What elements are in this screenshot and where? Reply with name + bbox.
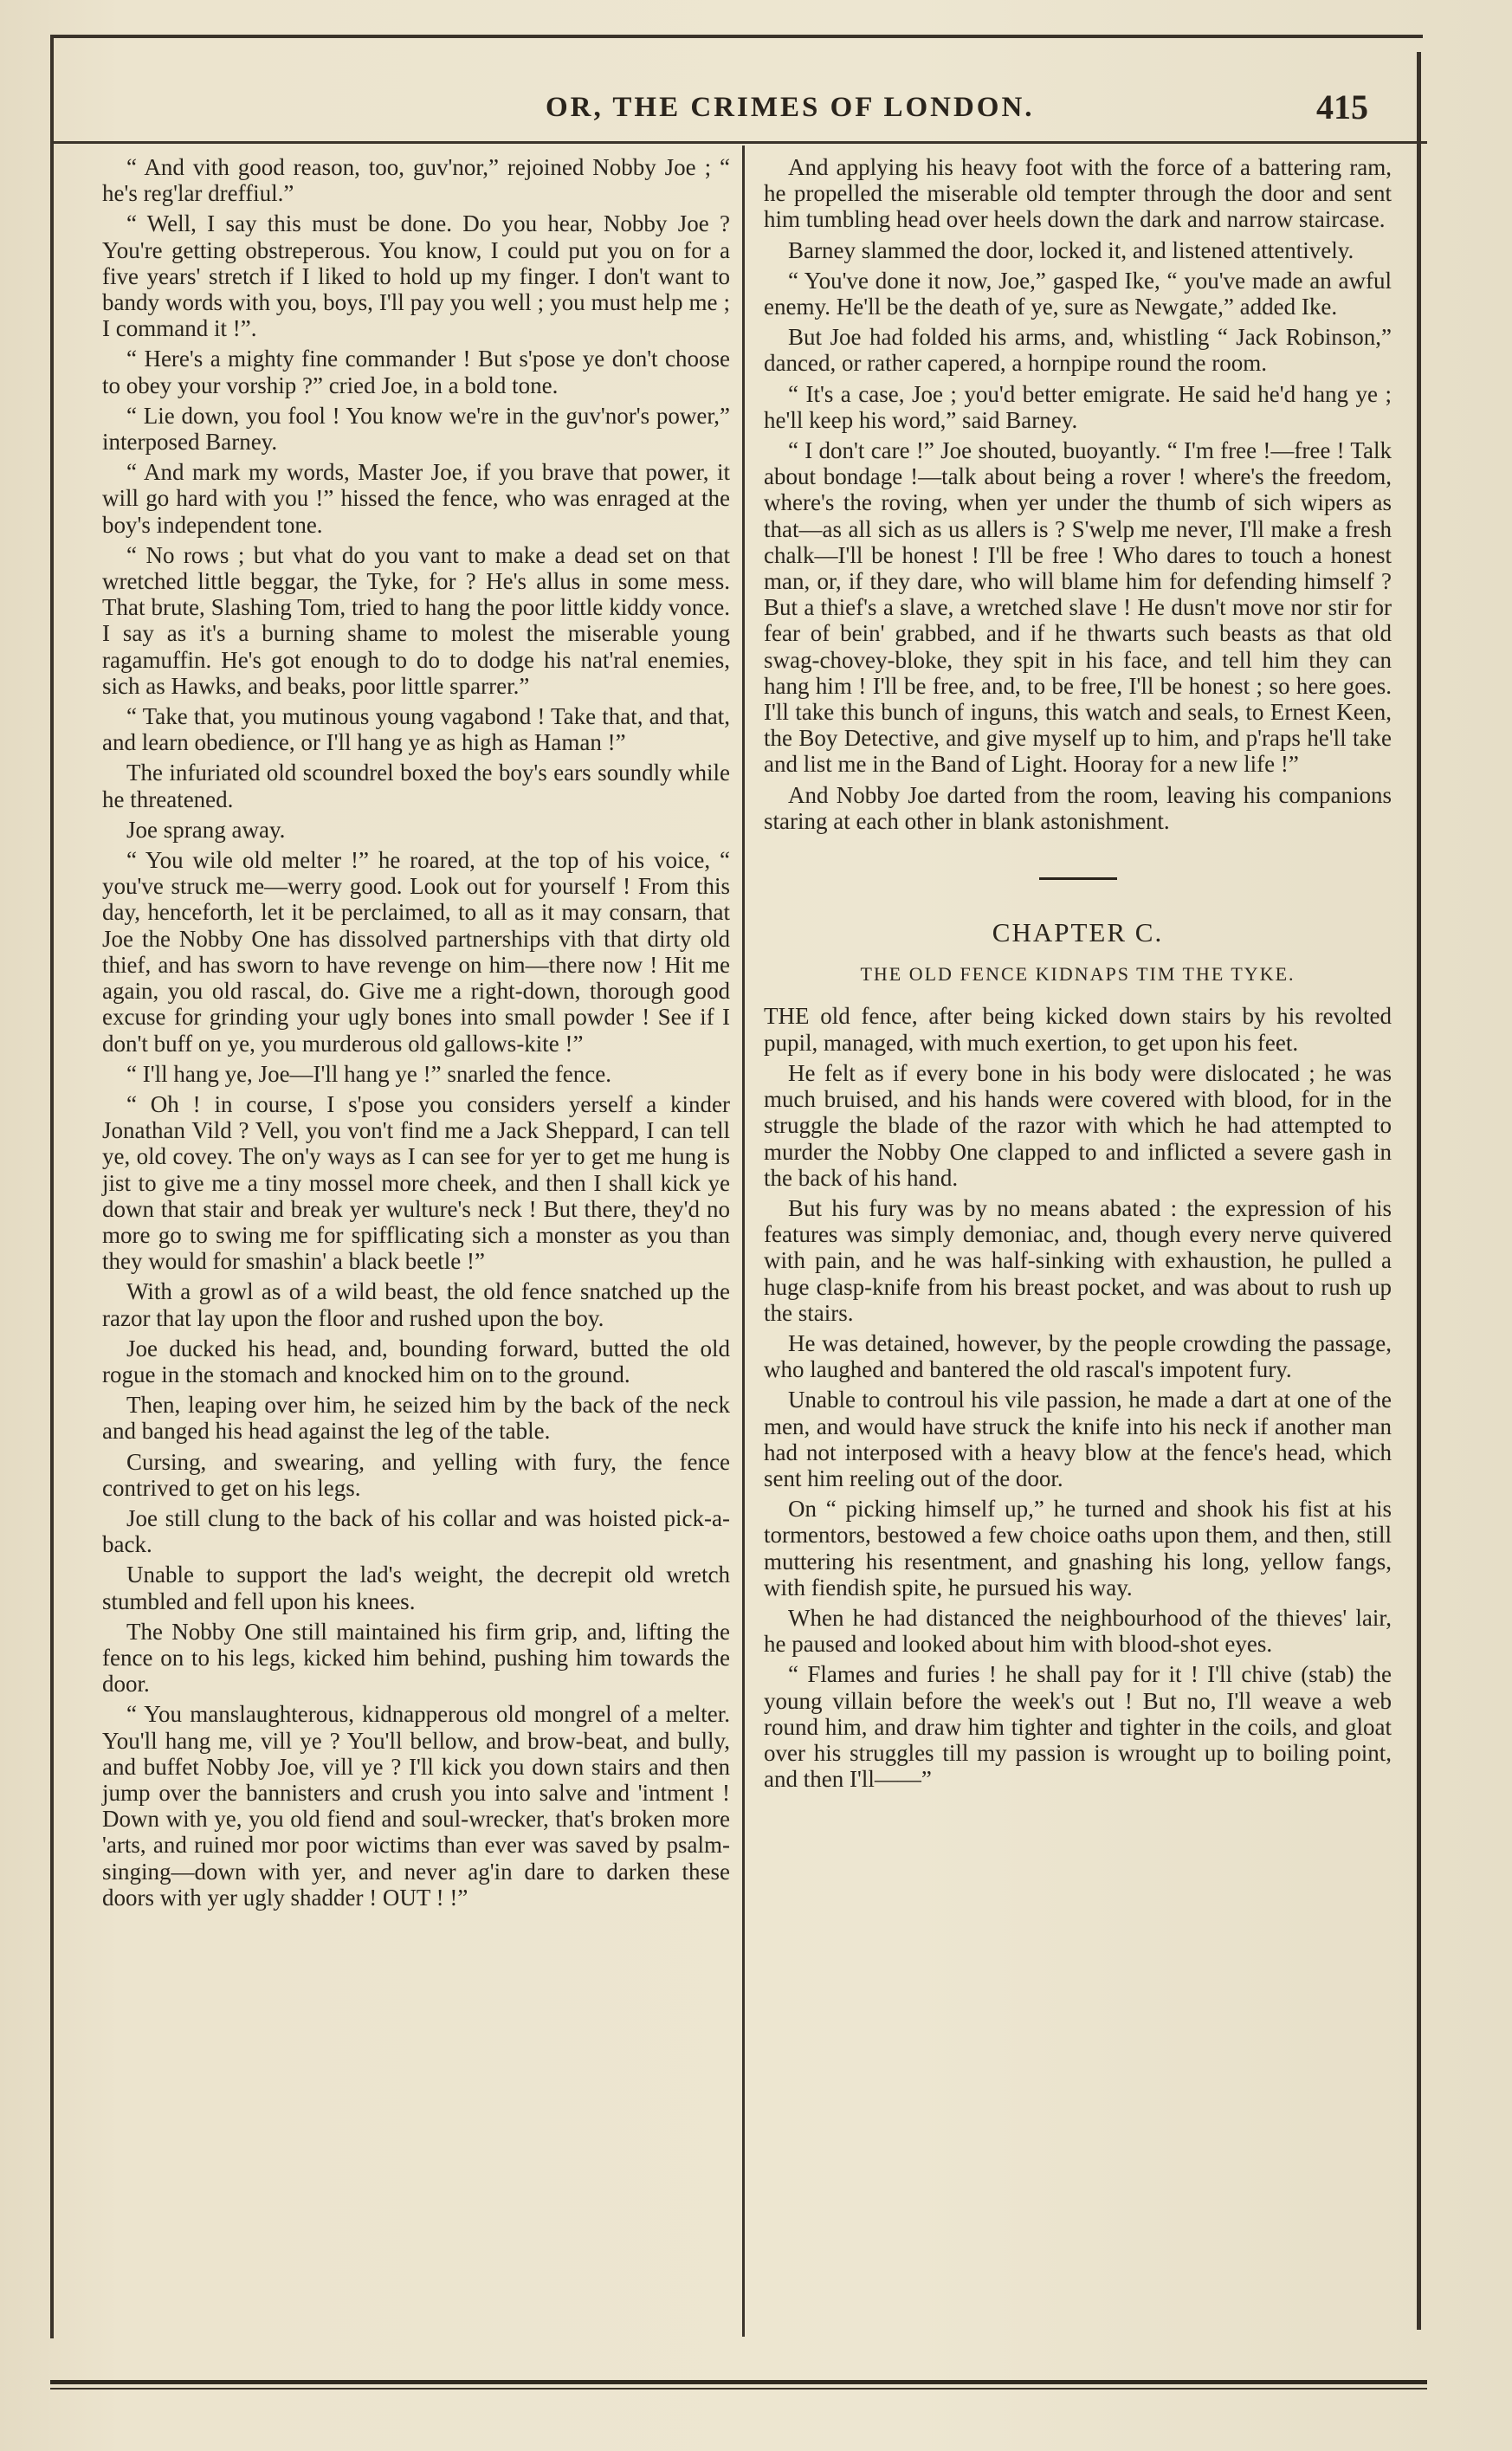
page-border-right xyxy=(1417,52,1421,2330)
paragraph: “ You manslaughterous, kidnapperous old mongrel of a melter. You'll hang me, vill ye ? You'll bellow, and brow-beat, and bully, and buffet Nobby Joe, vill ye ? I'll kick you down stairs and then jump over the bannisters and crush you into salve and 'intment ! Down with ye, you old fiend and soul-wrecker, that's broken more 'arts, and ruined mor poor wictims than ever was saved by psalm-singing—down with yer, and never ag'in dare to darken these doors with yer ugly shadder ! OUT ! !” xyxy=(102,1701,730,1911)
paragraph: “ No rows ; but vhat do you vant to make a dead set on that wretched little beggar, the Tyke, for ? He's allus in some mess. That brute, Slashing Tom, tried to hang the poor little kiddy vonce. I say as it's a burning shame to molest the miserable young ragamuffin. He's got enough to do to dodge his nat'ral enemies, sich as Hawks, and beaks, poor little sparrer.” xyxy=(102,541,730,699)
paragraph: Unable to controul his vile passion, he made a dart at one of the men, and would have struck the knife into his neck if another man had not interposed with a heavy blow at the fence's head, which sent him reeling out of the door. xyxy=(764,1387,1392,1491)
paragraph: “ I'll hang ye, Joe—I'll hang ye !” snarled the fence. xyxy=(126,1060,611,1087)
paragraph: “ You've done it now, Joe,” gasped Ike, “ you've made an awful enemy. He'll be the death of ye, sure as Newgate,” added Ike. xyxy=(764,267,1392,320)
paragraph: With a growl as of a wild beast, the old fence snatched up the razor that lay upon the floor and rushed upon the boy. xyxy=(102,1278,730,1331)
paragraph: “ You wile old melter !” he roared, at the top of his voice, “ you've struck me—werry good. Look out for yourself ! From this day, henceforth, let it be perclaimed, to all as it may consarn, that Joe the Nobby One has dissolved partnerships vith that dirty old thief, and has sworn to have revenge on him—there now ! Hit me again, you old rascal, do. Give me a right-down, thorough good excuse for grinding your ugly bones into small powder ! See if I don't buff on ye, you murderous old gallows-kite !” xyxy=(102,847,730,1057)
page-header xyxy=(61,87,1386,135)
paragraph: “ I don't care !” Joe shouted, buoyantly. “ I'm free !—free ! Talk about bondage !—talk about being a rover ! where's the freedom, where's the roving, when yer under the thumb of sich wipers as that—as all sich as us allers is ? S'welp me never, I'll make a fresh chalk—I'll be honest ! I'll be free ! Who dares to touch a honest man, or, if they dare, who will blame him for defending himself ? But a thief's a slave, a wretched slave ! He dusn't move nor stir for fear of bein' grabbed, and if he thwarts such beasts as that old swag-chovey-bloke, they spit in his face, and tell him they can hang him ! I'll be free, and, to be free, I'll be honest ; so here goes. I'll take this bunch of inguns, this watch and seals, to Ernest Keen, the Boy Detective, and give myself up to him, and p'raps he'll take and list me in the Band of Light. Hooray for a new life !” xyxy=(764,437,1392,778)
paragraph: “ Oh ! in course, I s'pose you considers yerself a kinder Jonathan Vild ? Vell, you von't find me a Jack Sheppard, I can tell ye, old covey. The on'y ways as I can see for yer to get me hung is jist to give me a tiny mossel more cheek, and then I shall kick ye down that stair and break yer wulture's neck ! But there, they'd no more go to swing me for spifflicating sich a monster as you than they would for smashin' a black beetle !” xyxy=(102,1090,730,1275)
paragraph: Joe ducked his head, and, bounding forward, butted the old rogue in the stomach and knocked him on to the ground. xyxy=(102,1335,730,1387)
chapter-subtitle: THE OLD FENCE KIDNAPS TIM THE TYKE. xyxy=(860,963,1296,986)
paragraph: “ And vith good reason, too, guv'nor,” rejoined Nobby Joe ; “ he's reg'lar dreffiul.” xyxy=(102,154,730,207)
paragraph: And Nobby Joe darted from the room, leaving his companions staring at each other in blank astonishment. xyxy=(764,781,1392,834)
right-column xyxy=(764,154,1392,1796)
paragraph: Joe still clung to the back of his collar and was hoisted pick-a-back. xyxy=(102,1504,730,1558)
section-rule xyxy=(1039,877,1117,880)
paragraph: “ Here's a mighty fine commander ! But s'pose ye don't choose to obey your vorship ?” cried Joe, in a bold tone. xyxy=(102,346,730,398)
page-border-bottom-thin xyxy=(50,2388,1427,2390)
paragraph: The infuriated old scoundrel boxed the boy's ears soundly while he threatened. xyxy=(102,760,730,812)
column-divider xyxy=(742,146,745,2337)
paragraph: And applying his heavy foot with the force of a battering ram, he propelled the miserable old tempter through the door and sent him tumbling head over heels down the dark and narrow staircase. xyxy=(764,154,1392,233)
page-border-bottom xyxy=(50,2380,1427,2384)
paragraph: But his fury was by no means abated : the expression of his features was simply demoniac, and, though every nerve quivered with pain, and he was half-sinking with exhaustion, he pulled a huge clasp-knife from his breast pocket, and was about to rush up the stairs. xyxy=(764,1194,1392,1326)
paragraph: The Nobby One still maintained his firm grip, and, lifting the fence on to his legs, kicked him behind, pushing him towards the door. xyxy=(102,1618,730,1698)
paragraph: Then, leaping over him, he seized him by the back of the neck and banged his head against the leg of the table. xyxy=(102,1392,730,1445)
paragraph: “ It's a case, Joe ; you'd better emigrate. He said he'd hang ye ; he'll keep his word,” said Barney. xyxy=(764,380,1392,433)
paragraph: But Joe had folded his arms, and, whistling “ Jack Robinson,” danced, or rather capered, a hornpipe round the room. xyxy=(764,324,1392,377)
paragraph: “ Flames and furies ! he shall pay for it ! I'll chive (stab) the young villain before the week's out ! But no, I'll weave a web round him, and draw him tighter and tighter in the coils, and gloat over his struggles till my passion is wrought up to boiling point, and then I'll——” xyxy=(764,1661,1392,1793)
paragraph: Barney slammed the door, locked it, and listened attentively. xyxy=(788,236,1354,263)
paragraph: “ Lie down, you fool ! You know we're in the guv'nor's power,” interposed Barney. xyxy=(102,402,730,456)
left-column xyxy=(102,154,730,1915)
paragraph: Unable to support the lad's weight, the decrepit old wretch stumbled and fell upon his knees. xyxy=(102,1562,730,1614)
paragraph: On “ picking himself up,” he turned and shook his fist at his tormentors, bestowed a few choice oaths upon them, and then, still muttering his resentment, and gnashing his long, yellow fangs, with fiendish spite, he pursued his way. xyxy=(764,1496,1392,1601)
page-border-top xyxy=(50,35,1423,38)
paragraph: Joe sprang away. xyxy=(126,816,286,843)
paragraph: He felt as if every bone in his body were dislocated ; he was much bruised, and his hands were covered with blood, for in the struggle the blade of the razor with which he had attempted to murder the Nobby One clapped to and inflicted a severe gash in the back of his hand. xyxy=(764,1059,1392,1191)
paragraph: “ And mark my words, Master Joe, if you brave that power, it will go hard with you !” hissed the fence, who was enraged at the boy's independent tone. xyxy=(102,459,730,538)
page-number: 415 xyxy=(1316,87,1368,126)
paragraph: He was detained, however, by the people crowding the passage, who laughed and bantered the old rascal's impotent fury. xyxy=(764,1329,1392,1383)
paragraph: Cursing, and swearing, and yelling with fury, the fence contrived to get on his legs. xyxy=(102,1448,730,1501)
paragraph: “ Take that, you mutinous young vagabond ! Take that, and that, and learn obedience, or I'll hang ye as high as Haman !” xyxy=(102,703,730,756)
running-head: OR, THE CRIMES OF LONDON. xyxy=(546,92,1035,123)
paragraph: When he had distanced the neighbourhood of the thieves' lair, he paused and looked about him with blood-shot eyes. xyxy=(764,1604,1392,1658)
chapter-title: CHAPTER C. xyxy=(992,917,1164,948)
header-rule xyxy=(50,141,1427,144)
paragraph: “ Well, I say this must be done. Do you hear, Nobby Joe ? You're getting obstreperous. You know, I could put you on for a five years' stretch if I liked to hold up my finger. I don't want to bandy words with you, boys, I'll pay you well ; you must help me ; I command it !”. xyxy=(102,210,730,342)
page-border-left xyxy=(50,35,54,2338)
paragraph: THE old fence, after being kicked down stairs by his revolted pupil, managed, with much exertion, to get upon his feet. xyxy=(764,1003,1392,1056)
